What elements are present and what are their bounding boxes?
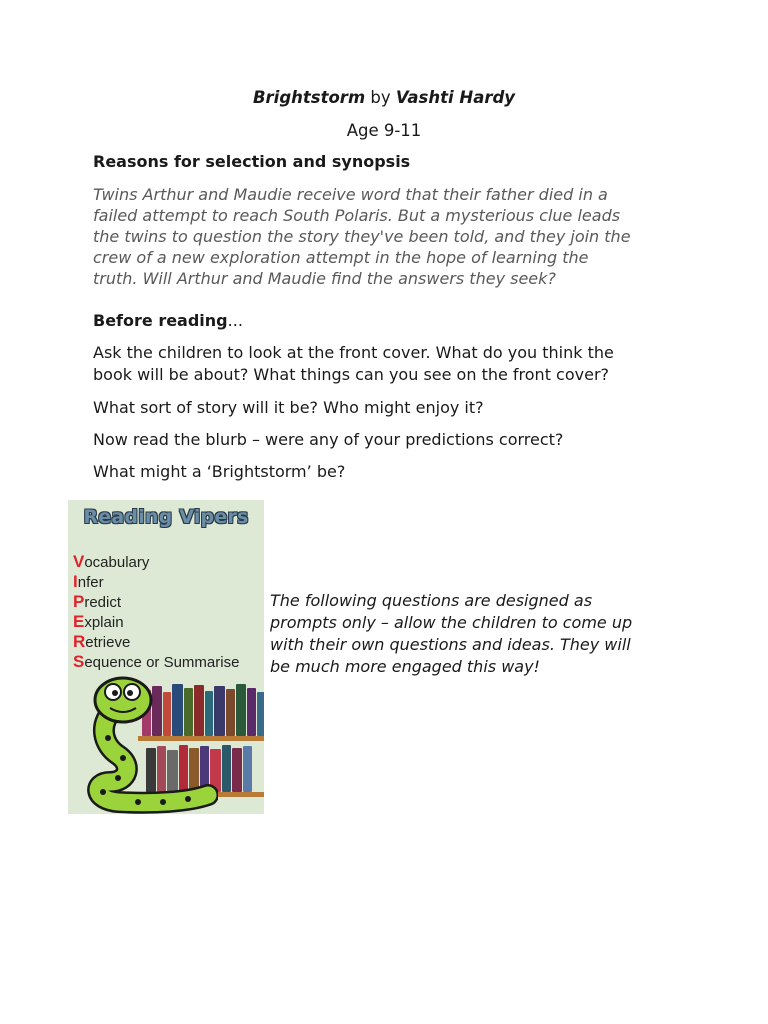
viper-item: [73, 592, 239, 612]
reading-vipers-poster: [68, 500, 264, 814]
paragraph-line: Ask the children to look at the front cover. What do you think the: [93, 343, 614, 362]
viper-letter: P: [73, 592, 85, 611]
cover-question-paragraph: [93, 342, 614, 386]
viper-letter: S: [73, 652, 85, 671]
book: [222, 745, 231, 792]
viper-item: [73, 552, 239, 572]
vipers-list: [73, 552, 239, 672]
viper-item: [73, 612, 239, 632]
paragraph-line: book will be about? What things can you see on the front cover?: [93, 365, 610, 384]
before-reading-label: Before reading: [93, 311, 228, 330]
brightstorm-question: What might a ‘Brightstorm’ be?: [93, 462, 346, 481]
by-word: by: [370, 88, 391, 107]
synopsis-line: Twins Arthur and Maudie receive word that their father died in a: [93, 185, 608, 204]
viper-item: [73, 652, 239, 672]
caption-line: be much more engaged this way!: [270, 657, 540, 676]
caption-line: prompts only – allow the children to come up: [270, 613, 633, 632]
book: [257, 692, 264, 736]
synopsis-line: the twins to question the story they've been told, and they join the: [93, 227, 631, 246]
viper-word: redict: [84, 594, 122, 611]
viper-letter: V: [73, 552, 85, 571]
synopsis-heading: Reasons for selection and synopsis: [93, 152, 411, 171]
synopsis-paragraph: [93, 184, 693, 289]
caption-line: The following questions are designed as: [270, 591, 593, 610]
viper-item: [73, 632, 239, 652]
viper-letter: I: [73, 572, 78, 591]
poster-title: Reading Vipers: [83, 506, 249, 528]
viper-word: equence or Summarise: [84, 654, 240, 671]
viper-word: xplain: [84, 614, 124, 631]
viper-word: nfer: [77, 574, 104, 591]
viper-letter: E: [73, 612, 85, 631]
ellipsis: ...: [227, 311, 243, 330]
book: [236, 684, 246, 736]
prompt-caption: [270, 590, 690, 678]
viper-item: [73, 572, 239, 592]
age-range: Age 9-11: [346, 121, 422, 140]
book: [247, 688, 256, 736]
viper-letter: R: [73, 632, 86, 651]
synopsis-line: truth. Will Arthur and Maudie find the answers they seek?: [93, 269, 556, 288]
viper-word: ocabulary: [84, 554, 150, 571]
book-title-line: [0, 88, 768, 107]
snake-mascot-icon: [68, 670, 218, 814]
synopsis-line: crew of a new exploration attempt in the hope of learning the: [93, 248, 589, 267]
story-question: What sort of story will it be? Who might enjoy it?: [93, 398, 484, 417]
viper-word: etrieve: [85, 634, 131, 651]
before-reading-heading: [93, 311, 243, 330]
book: [232, 748, 242, 792]
book-title: Brightstorm: [252, 88, 366, 107]
synopsis-line: failed attempt to reach South Polaris. But a mysterious clue leads: [93, 206, 621, 225]
blurb-question: Now read the blurb – were any of your predictions correct?: [93, 430, 564, 449]
book: [243, 746, 252, 792]
book: [226, 689, 235, 736]
author-name: Vashti Hardy: [395, 88, 516, 107]
caption-line: with their own questions and ideas. They will: [270, 635, 631, 654]
